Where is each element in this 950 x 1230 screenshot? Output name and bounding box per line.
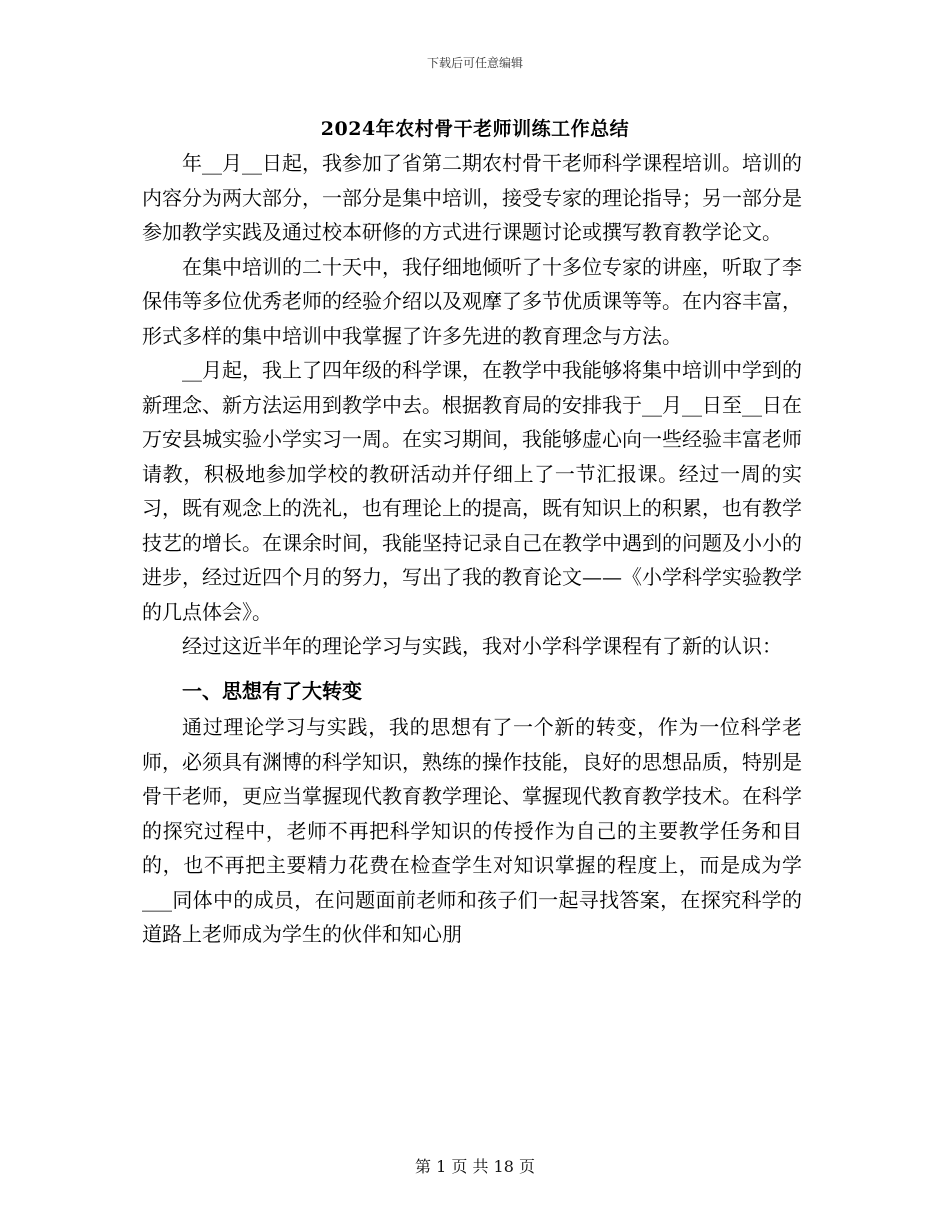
paragraph-centralized-training: 在集中培训的二十天中，我仔细地倾听了十多位专家的讲座，听取了李保伟等多位优秀老师的经验介绍以及观摩了多节优质课等等。在内容丰富，形式多样的集中培训中我掌握了许多先进的教育理念与方法。 <box>142 254 802 348</box>
document-title: 2024年农村骨干老师训练工作总结 <box>320 118 630 140</box>
document-body <box>142 146 802 952</box>
paragraph-new-understanding: 经过这近半年的理论学习与实践，我对小学科学课程有了新的认识： <box>182 634 782 658</box>
page-number-footer: 第 1 页 共 18 页 <box>415 1157 535 1176</box>
paragraph-training-intro: 年__月__日起，我参加了省第二期农村骨干老师科学课程培训。培训的内容分为两大部分，一部分是集中培训，接受专家的理论指导；另一部分是参加教学实践及通过校本研修的方式进行课题讨论或撰写教育教学论文。 <box>142 151 802 244</box>
paragraph-thinking-change: 通过理论学习与实践，我的思想有了一个新的转变，作为一位科学老师，必须具有渊博的科学知识，熟练的操作技能，良好的思想品质，特别是骨干老师，更应当掌握现代教育教学理论、掌握现代教育教学技术。在科学的探究过程中，老师不再把科学知识的传授作为自己的主要教学任务和目的，也不再把主要精力花费在检查学生对知识掌握的程度上，而是成为学___同体中的成员，在问题面前老师和孩子们一起寻找答案，在探究科学的道路上老师成为学生的伙伴和知心朋 <box>142 715 802 946</box>
paragraph-teaching-practice: __月起，我上了四年级的科学课，在教学中我能够将集中培训中学到的新理念、新方法运用到教学中去。根据教育局的安排我于__月__日至__日在万安县城实验小学实习一周。在实习期间，我能够虚心向一些经验丰富老师请教，积极地参加学校的教研活动并仔细上了一节汇报课。经过一周的实习，既有观念上的洗礼，也有理论上的提高，既有知识上的积累，也有教学技艺的增长。在课余时间，我能坚持记录自己在教学中遇到的问题及小小的进步，经过近四个月的努力，写出了我的教育论文——《小学科学实验教学的几点体会》。 <box>142 358 802 624</box>
section-heading-thinking-change: 一、思想有了大转变 <box>182 678 362 703</box>
header-note: 下载后可任意编辑 <box>426 56 523 70</box>
